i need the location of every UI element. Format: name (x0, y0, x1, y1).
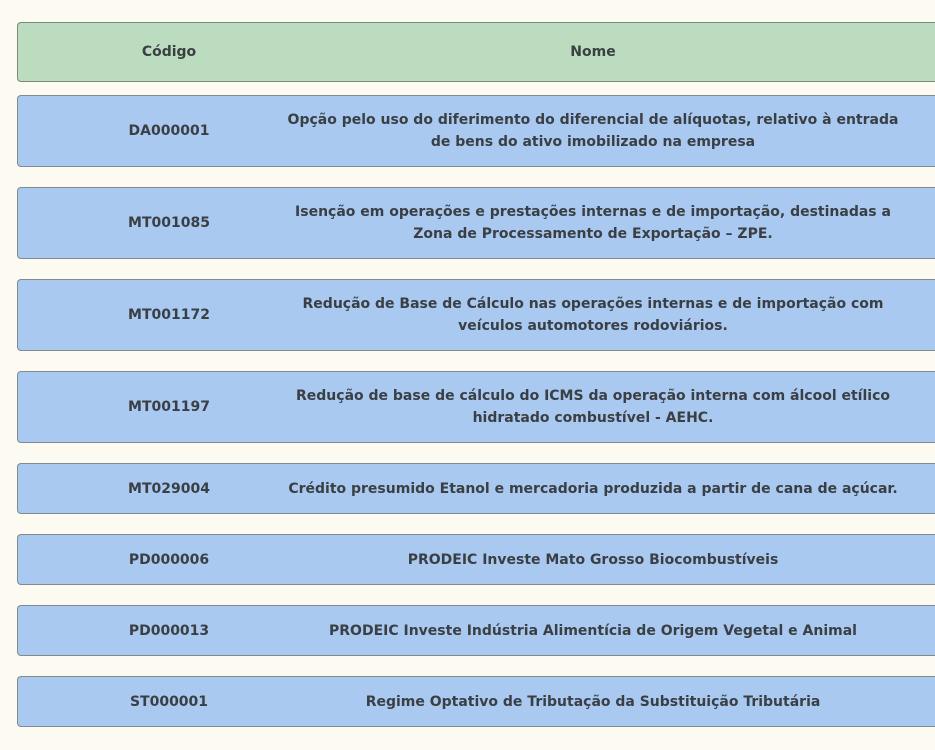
table-row[interactable] (17, 371, 935, 443)
row-name: Opção pelo uso do diferimento do diferencial de alíquotas, relativo à entrada de bens do ativo imobilizado na empresa (287, 112, 899, 150)
row-name: PRODEIC Investe Indústria Alimentícia de Origem Vegetal e Animal (329, 622, 857, 639)
table-row[interactable] (17, 463, 935, 514)
row-code: PD000006 (128, 551, 210, 568)
table-header (17, 22, 935, 82)
header-name: Nome (570, 44, 616, 60)
row-code: MT001172 (128, 307, 210, 323)
table-row[interactable] (17, 279, 935, 351)
table-row[interactable] (17, 676, 935, 727)
row-code: ST000001 (129, 693, 209, 710)
row-name: Isenção em operações e prestações internas e de importação, destinadas a Zona de Processamento de Exportação – ZPE. (295, 204, 891, 242)
table-row[interactable] (17, 534, 935, 585)
row-code: MT029004 (128, 480, 210, 497)
row-name: Crédito presumido Etanol e mercadoria produzida a partir de cana de açúcar. (288, 480, 898, 497)
row-name: Regime Optativo de Tributação da Substituição Tributária (365, 693, 821, 710)
table-row[interactable] (17, 605, 935, 656)
row-code: MT001197 (128, 399, 210, 415)
header-code: Código (141, 44, 197, 60)
table-row[interactable] (17, 95, 935, 167)
row-name: PRODEIC Investe Mato Grosso Biocombustíveis (407, 551, 779, 568)
table-row[interactable] (17, 187, 935, 259)
row-name: Redução de Base de Cálculo nas operações internas e de importação com veículos automotores rodoviários. (302, 296, 884, 334)
row-code: DA000001 (128, 123, 210, 139)
row-code: PD000013 (128, 622, 210, 639)
row-code: MT001085 (128, 215, 210, 231)
row-name: Redução de base de cálculo do ICMS da operação interna com álcool etílico hidratado combustível - AEHC. (296, 388, 890, 426)
